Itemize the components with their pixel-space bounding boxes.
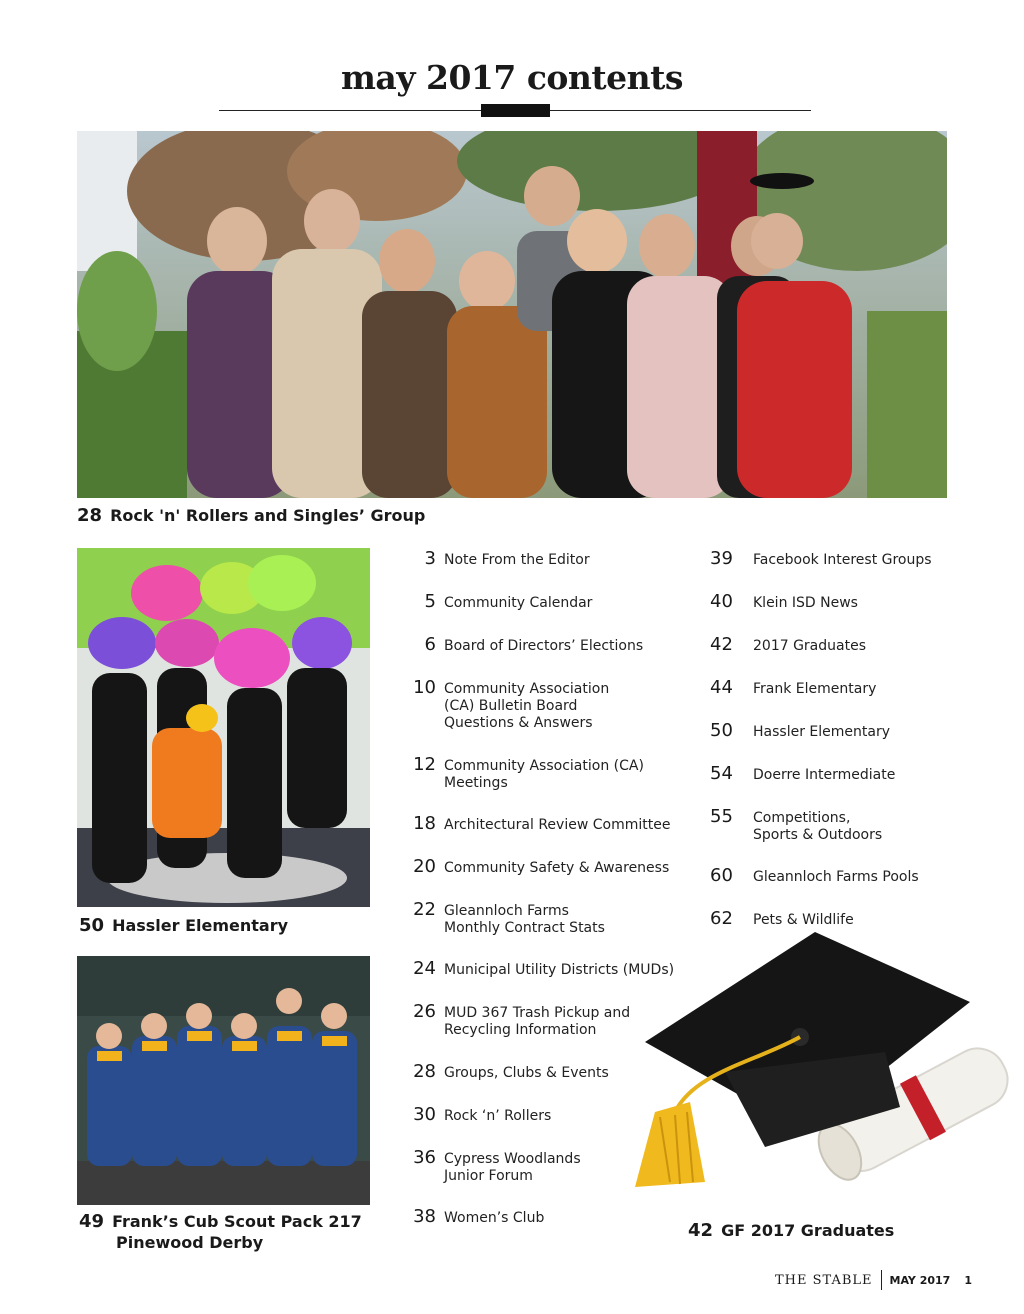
toc-label-line: Klein ISD News bbox=[753, 595, 858, 611]
toc-label-line: Women’s Club bbox=[444, 1210, 545, 1226]
caption-top-photo bbox=[77, 505, 425, 526]
toc-label bbox=[444, 595, 592, 612]
caption-text: GF 2017 Graduates bbox=[721, 1221, 895, 1240]
toc-label-line: Community Safety & Awareness bbox=[444, 860, 670, 876]
footer-divider bbox=[881, 1270, 882, 1290]
toc-page-number: 44 bbox=[710, 677, 733, 698]
caption-page-number: 28 bbox=[77, 505, 103, 526]
toc-page-number: 54 bbox=[710, 763, 733, 784]
toc-page-number: 62 bbox=[710, 908, 733, 929]
toc-label-line: Meetings bbox=[444, 775, 508, 791]
toc-page-number: 26 bbox=[413, 1001, 436, 1022]
toc-page-number: 22 bbox=[413, 899, 436, 920]
toc-label bbox=[444, 1065, 609, 1082]
toc-label bbox=[753, 595, 858, 612]
caption-page-number: 50 bbox=[79, 915, 105, 936]
title-rule-block bbox=[481, 104, 550, 117]
toc-label bbox=[444, 1210, 544, 1227]
toc-label-line: Groups, Clubs & Events bbox=[444, 1065, 609, 1081]
toc-label-line: Community Association (CA) bbox=[444, 758, 644, 774]
caption-text-line2: Pinewood Derby bbox=[116, 1233, 264, 1252]
toc-label-line: Questions & Answers bbox=[444, 715, 593, 731]
toc-label bbox=[444, 638, 643, 655]
caption-graduates bbox=[688, 1220, 894, 1241]
toc-page-number: 3 bbox=[424, 548, 436, 569]
toc-label bbox=[753, 552, 932, 569]
page-footer bbox=[775, 1270, 972, 1290]
toc-label bbox=[444, 1005, 630, 1039]
toc-page-number: 39 bbox=[710, 548, 733, 569]
toc-label bbox=[444, 1108, 551, 1125]
issue-date: MAY 2017 bbox=[889, 1273, 951, 1287]
toc-label-line: MUD 367 Trash Pickup and bbox=[444, 1005, 631, 1021]
toc-page-number: 10 bbox=[413, 677, 436, 698]
graduation-cap-image bbox=[615, 932, 1010, 1217]
toc-label-line: Junior Forum bbox=[444, 1168, 533, 1184]
toc-label bbox=[444, 903, 605, 937]
toc-label-line: Recycling Information bbox=[444, 1022, 597, 1038]
toc-label-line: Note From the Editor bbox=[444, 552, 590, 568]
hassler-photo bbox=[77, 548, 370, 907]
toc-label bbox=[753, 912, 854, 929]
toc-page-number: 28 bbox=[413, 1061, 436, 1082]
page-number: 1 bbox=[964, 1273, 972, 1287]
toc-label bbox=[444, 552, 590, 569]
toc-page-number: 36 bbox=[413, 1147, 436, 1168]
toc-label bbox=[444, 817, 670, 834]
caption-text: Rock 'n' Rollers and Singles’ Group bbox=[110, 506, 426, 525]
toc-page-number: 12 bbox=[413, 754, 436, 775]
toc-label-line: Competitions, bbox=[753, 810, 851, 826]
caption-cub-scout bbox=[79, 1211, 362, 1253]
toc-page-number: 55 bbox=[710, 806, 733, 827]
caption-page-number: 42 bbox=[688, 1220, 714, 1241]
caption-hassler bbox=[79, 915, 288, 936]
group-photo bbox=[77, 131, 947, 498]
toc-label-line: Pets & Wildlife bbox=[753, 912, 854, 928]
toc-page-number: 30 bbox=[413, 1104, 436, 1125]
publication-name: THE STABLE bbox=[774, 1272, 873, 1288]
toc-label bbox=[753, 869, 919, 886]
toc-label-line: Cypress Woodlands bbox=[444, 1151, 581, 1167]
toc-label-line: (CA) Bulletin Board bbox=[444, 698, 578, 714]
toc-label-line: Municipal Utility Districts (MUDs) bbox=[444, 962, 675, 978]
toc-label bbox=[444, 681, 609, 732]
toc-label bbox=[753, 767, 895, 784]
toc-label bbox=[753, 681, 876, 698]
toc-label-line: Hassler Elementary bbox=[753, 724, 890, 740]
caption-text: Hassler Elementary bbox=[112, 916, 289, 935]
toc-page-number: 5 bbox=[424, 591, 436, 612]
toc-page-number: 38 bbox=[413, 1206, 436, 1227]
toc-label-line: 2017 Graduates bbox=[753, 638, 866, 654]
page-title: may 2017 contents bbox=[341, 58, 683, 97]
toc-page-number: 42 bbox=[710, 634, 733, 655]
toc-label-line: Facebook Interest Groups bbox=[753, 552, 932, 568]
toc-label bbox=[444, 860, 669, 877]
caption-page-number: 49 bbox=[79, 1211, 105, 1232]
toc-label bbox=[753, 638, 866, 655]
toc-label-line: Gleannloch Farms bbox=[444, 903, 569, 919]
toc-label-line: Community Association bbox=[444, 681, 610, 697]
toc-label-line: Frank Elementary bbox=[753, 681, 877, 697]
cub-scout-photo bbox=[77, 956, 370, 1205]
toc-label bbox=[444, 962, 674, 979]
toc-page-number: 40 bbox=[710, 591, 733, 612]
toc-label-line: Architectural Review Committee bbox=[444, 817, 671, 833]
toc-label bbox=[444, 1151, 581, 1185]
toc-label bbox=[753, 724, 890, 741]
toc-label-line: Board of Directors’ Elections bbox=[444, 638, 644, 654]
toc-label bbox=[753, 810, 882, 844]
toc-page-number: 60 bbox=[710, 865, 733, 886]
toc-page-number: 50 bbox=[710, 720, 733, 741]
toc-label-line: Rock ‘n’ Rollers bbox=[444, 1108, 552, 1124]
toc-label-line: Community Calendar bbox=[444, 595, 593, 611]
toc-label-line: Monthly Contract Stats bbox=[444, 920, 605, 936]
toc-label bbox=[444, 758, 644, 792]
toc-label-line: Gleannloch Farms Pools bbox=[753, 869, 919, 885]
toc-page-number: 18 bbox=[413, 813, 436, 834]
caption-text-line1: Frank’s Cub Scout Pack 217 bbox=[112, 1212, 362, 1231]
toc-page-number: 24 bbox=[413, 958, 436, 979]
toc-label-line: Sports & Outdoors bbox=[753, 827, 883, 843]
toc-label-line: Doerre Intermediate bbox=[753, 767, 896, 783]
toc-page-number: 20 bbox=[413, 856, 436, 877]
toc-page-number: 6 bbox=[424, 634, 436, 655]
